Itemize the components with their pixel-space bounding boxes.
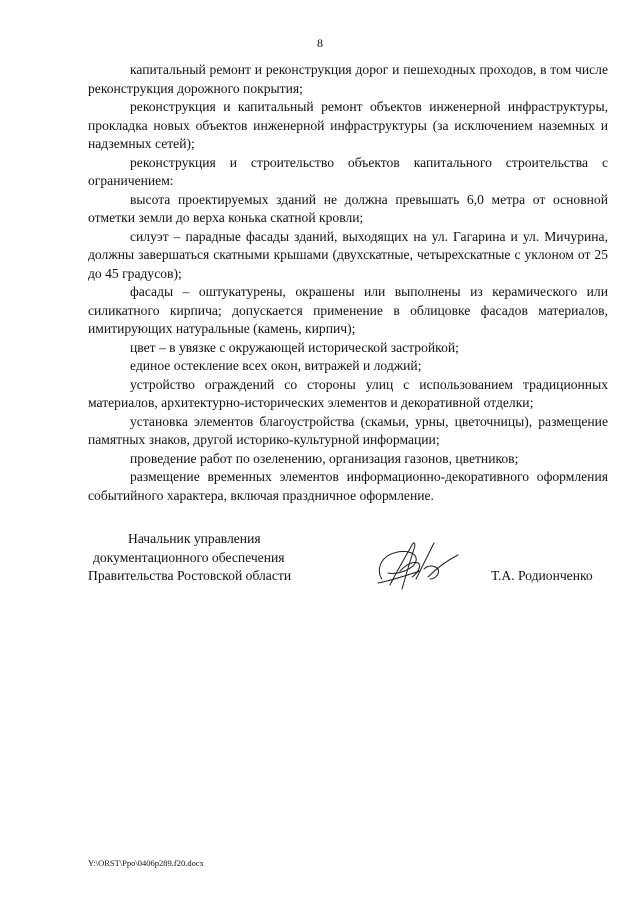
paragraph-greening: проведение работ по озеленению, организация газонов, цветников;	[130, 450, 519, 466]
paragraph-glazing: единое остекление всех окон, витражей и лоджий;	[130, 358, 422, 373]
paragraph-infrastructure: реконструкция и капитальный ремонт объектов инженерной инфраструктуры, прокладка новых объектов инженерной инфраструктуры (за исключением наземных и надземных сетей);	[88, 99, 608, 151]
signatory-title-line: Начальник управления	[128, 531, 261, 546]
signatory-title	[88, 530, 328, 586]
footer-file-path: Y:\ORST\Ppo\0406p289.f20.docx	[88, 858, 204, 868]
handwritten-signature	[372, 535, 464, 599]
document-body	[88, 61, 608, 505]
signatory-title-line: Правительства Ростовской области	[88, 568, 292, 583]
page-number: 8	[317, 36, 323, 50]
paragraph-construction-limits: реконструкция и строительство объектов капитального строительства с ограничением:	[88, 154, 608, 188]
paragraph-landscaping-elements: установка элементов благоустройства (скамьи, урны, цветочницы), размещение памятных знаков, другой историко-культурной информации;	[88, 413, 608, 447]
paragraph-color: цвет – в увязке с окружающей исторической застройкой;	[130, 339, 459, 355]
signatory-title-line: документационного обеспечения	[93, 549, 285, 565]
paragraph-fencing: устройство ограждений со стороны улиц с использованием традиционных материалов, архитектурно-исторических элементов и декоративной отделки;	[88, 376, 608, 410]
paragraph-temporary-decor: размещение временных элементов информационно-декоративного оформления событийного характера, включая праздничное оформление.	[88, 469, 608, 503]
paragraph-facades: фасады – оштукатурены, окрашены или выполнены из керамического или силикатного кирпича; допускается применение в облицовке фасадов материалов, имитирующих натуральные (камень, кирпич);	[88, 284, 608, 336]
paragraph-roads: капитальный ремонт и реконструкция дорог и пешеходных проходов, в том числе реконструкция дорожного покрытия;	[88, 62, 608, 96]
paragraph-silhouette: силуэт – парадные фасады зданий, выходящих на ул. Гагарина и ул. Мичурина, должны завершаться скатными крышами (двухскатные, четырехскатные с уклоном от 25 до 45 градусов);	[88, 228, 608, 281]
paragraph-building-height: высота проектируемых зданий не должна превышать 6,0 метра от основной отметки земли до верха конька скатной кровли;	[88, 191, 608, 225]
signer-name: Т.А. Родионченко	[491, 568, 593, 583]
